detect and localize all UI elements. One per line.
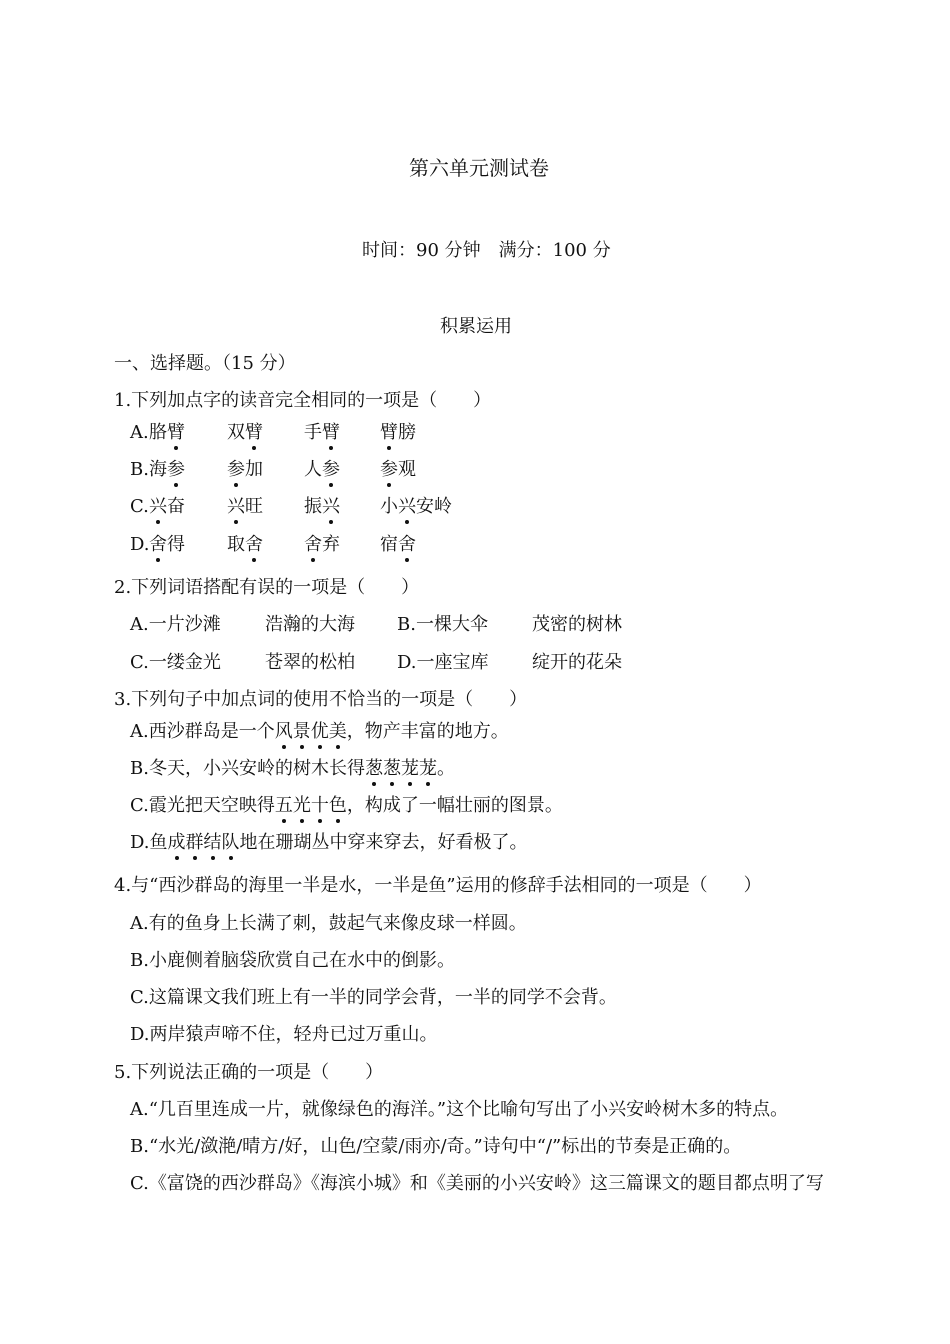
- dotted-char: 参: [380, 459, 398, 480]
- q1-word: 振兴: [304, 496, 340, 517]
- question-5-stem: 5.下列说法正确的一项是（ ）: [114, 1062, 384, 1083]
- dotted-char: 群: [185, 832, 204, 853]
- q1-word: 宿舍: [380, 534, 416, 555]
- dotted-char: 兴: [398, 496, 416, 517]
- q1-word: 兴旺: [227, 496, 263, 517]
- q2-option-a: A.一片沙滩: [130, 614, 221, 635]
- q1-row-label: D.: [130, 534, 150, 555]
- dotted-char: 参: [227, 459, 245, 480]
- q1-word: 胳臂: [149, 422, 185, 443]
- q1-word: 小兴安岭: [380, 496, 452, 517]
- question-3-stem: 3.下列句子中加点词的使用不恰当的一项是（ ）: [114, 689, 528, 710]
- q1-word: 参观: [380, 459, 416, 480]
- dotted-char: 臂: [167, 422, 185, 443]
- q1-word: 舍弃: [304, 534, 340, 555]
- q1-word: 海参: [149, 459, 185, 480]
- q4-option-a: A.有的鱼身上长满了刺，鼓起气来像皮球一样圆。: [130, 913, 527, 934]
- q2-option-d: D.一座宝库: [397, 652, 489, 673]
- question-4-stem: 4.与“西沙群岛的海里一半是水，一半是鱼”运用的修辞手法相同的一项是（ ）: [114, 875, 762, 896]
- q1-word: 取舍: [227, 534, 263, 555]
- q3-option-c: C.霞光把天空映得五光十色，构成了一幅壮丽的图景。: [130, 795, 563, 816]
- q2-option-d-phrase: 绽开的花朵: [532, 652, 622, 673]
- dotted-char: 优: [310, 721, 329, 742]
- q3-option-d: D.鱼成群结队地在珊瑚丛中穿来穿去，好看极了。: [130, 832, 528, 853]
- page-title: 第六单元测试卷: [409, 156, 549, 180]
- dotted-char: 参: [322, 459, 340, 480]
- part-heading: 一、选择题。（15 分）: [114, 353, 296, 374]
- q1-word: 臂膀: [380, 422, 416, 443]
- q4-option-b: B.小鹿侧着脑袋欣赏自己在水中的倒影。: [130, 950, 455, 971]
- dotted-phrase: [275, 721, 347, 742]
- q1-row-label: B.: [130, 459, 149, 480]
- dotted-phrase: [168, 832, 240, 853]
- dotted-phrase: [275, 795, 347, 816]
- dotted-char: 兴: [227, 496, 245, 517]
- q2-option-a-phrase: 浩瀚的大海: [265, 614, 355, 635]
- q1-row-label: A.: [130, 422, 149, 443]
- dotted-char: 风: [274, 721, 293, 742]
- q1-word: 双臂: [227, 422, 263, 443]
- dotted-char: 光: [292, 795, 311, 816]
- dotted-char: 景: [292, 721, 311, 742]
- q1-word: 兴奋: [149, 496, 185, 517]
- dotted-char: 色: [328, 795, 347, 816]
- dotted-char: 成: [167, 832, 186, 853]
- dotted-char: 臂: [322, 422, 340, 443]
- dotted-char: 舍: [304, 534, 322, 555]
- q2-option-b-phrase: 茂密的树林: [532, 614, 622, 635]
- dotted-char: 茏: [418, 758, 437, 779]
- q5-option-c: C.《富饶的西沙群岛》《海滨小城》和《美丽的小兴安岭》这三篇课文的题目都点明了写: [130, 1173, 824, 1194]
- dotted-char: 参: [167, 459, 185, 480]
- q2-option-c: C.一缕金光: [130, 652, 221, 673]
- dotted-char: 舍: [149, 534, 167, 555]
- dotted-char: 葱: [382, 758, 401, 779]
- dotted-char: 十: [310, 795, 329, 816]
- q1-word: 人参: [304, 459, 340, 480]
- q2-option-b: B.一棵大伞: [397, 614, 488, 635]
- q4-option-c: C.这篇课文我们班上有一半的同学会背，一半的同学不会背。: [130, 987, 617, 1008]
- dotted-phrase: [365, 758, 437, 779]
- dotted-char: 舍: [245, 534, 263, 555]
- q1-word: 手臂: [304, 422, 340, 443]
- q1-row-label: C.: [130, 496, 149, 517]
- section-heading: 积累运用: [440, 316, 512, 337]
- dotted-char: 兴: [322, 496, 340, 517]
- dotted-char: 舍: [398, 534, 416, 555]
- dotted-char: 臂: [380, 422, 398, 443]
- q1-word: 舍得: [149, 534, 185, 555]
- q3-option-a: A.西沙群岛是一个风景优美，物产丰富的地方。: [130, 721, 509, 742]
- dotted-char: 队: [221, 832, 240, 853]
- dotted-char: 茏: [400, 758, 419, 779]
- dotted-char: 美: [328, 721, 347, 742]
- dotted-char: 结: [203, 832, 222, 853]
- q3-option-b: B.冬天，小兴安岭的树木长得葱葱茏茏。: [130, 758, 455, 779]
- dotted-char: 葱: [364, 758, 383, 779]
- dotted-char: 臂: [245, 422, 263, 443]
- question-2-stem: 2.下列词语搭配有误的一项是（ ）: [114, 577, 420, 598]
- q2-option-c-phrase: 苍翠的松柏: [265, 652, 355, 673]
- exam-meta: 时间：90 分钟 满分：100 分: [362, 240, 611, 261]
- q5-option-b: B.“水光/潋滟/晴方/好，山色/空蒙/雨亦/奇。”诗句中“/”标出的节奏是正确的。: [130, 1136, 742, 1157]
- dotted-char: 五: [274, 795, 293, 816]
- q1-word: 参加: [227, 459, 263, 480]
- question-1-stem: 1.下列加点字的读音完全相同的一项是（ ）: [114, 390, 492, 411]
- q5-option-a: A.“几百里连成一片，就像绿色的海洋。”这个比喻句写出了小兴安岭树木多的特点。: [130, 1099, 789, 1120]
- dotted-char: 兴: [149, 496, 167, 517]
- q4-option-d: D.两岸猿声啼不住，轻舟已过万重山。: [130, 1024, 438, 1045]
